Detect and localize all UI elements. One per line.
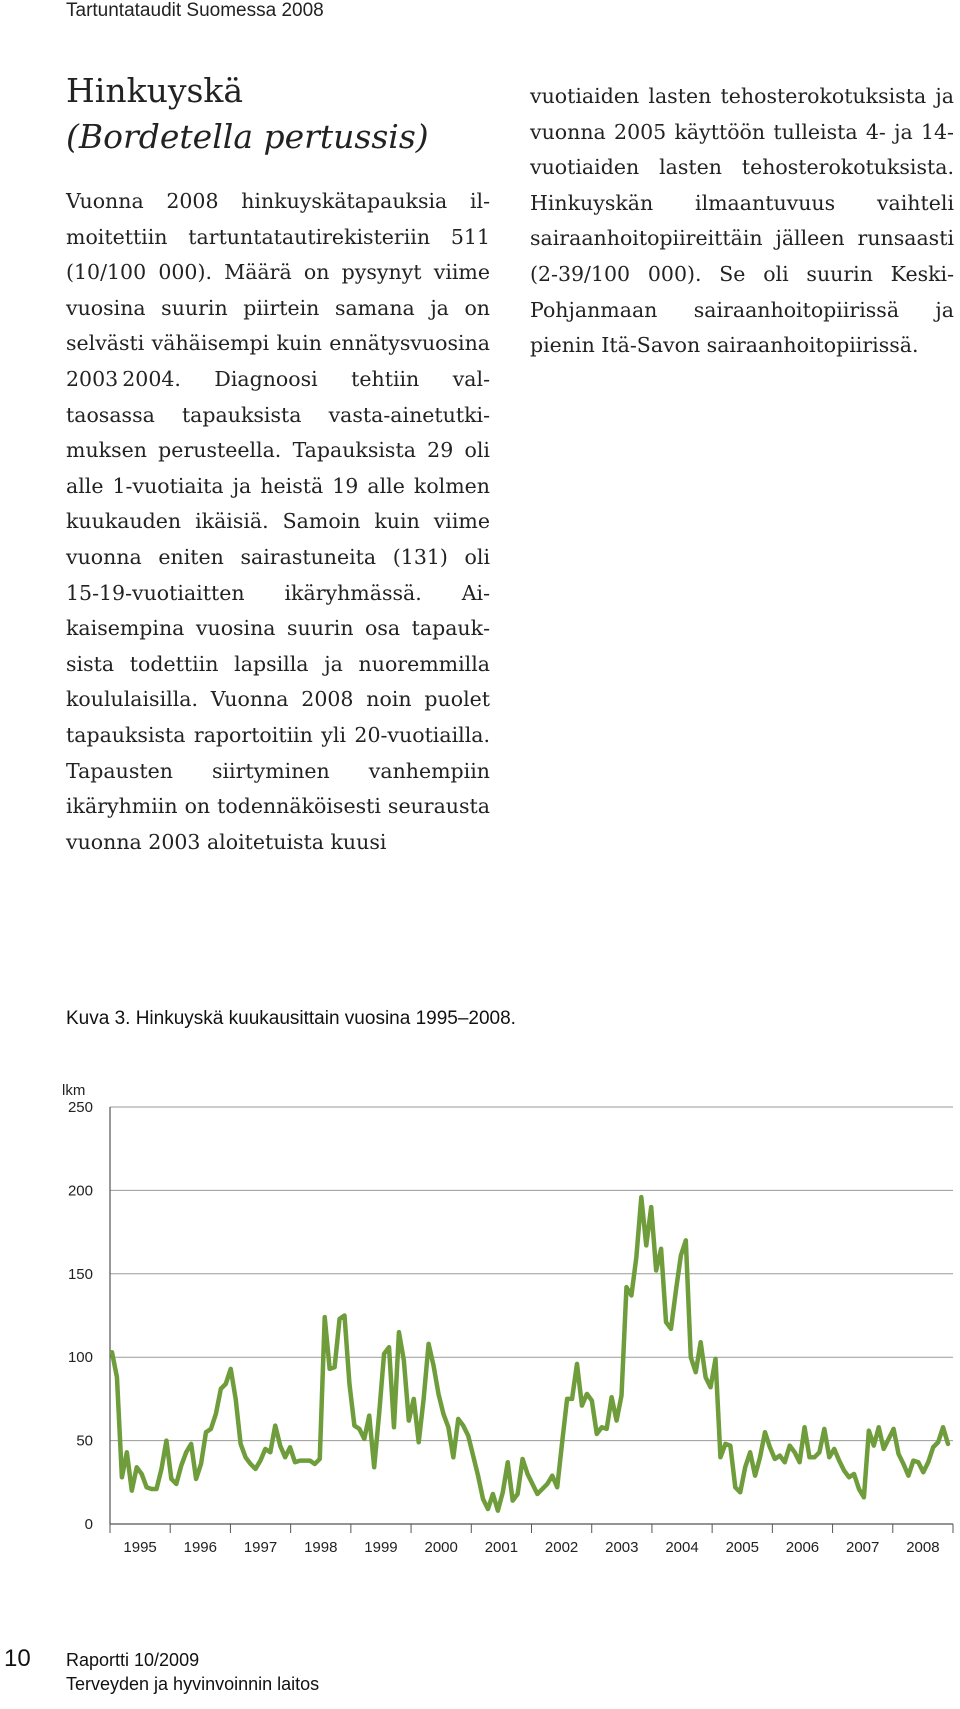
- body-text-right-column: vuotiaiden lasten tehosterokotuksista ja vuonna 2005 käyttöön tulleista 4- ja 14-vuotiaiden lasten tehosterokotuksista. Hinkuyskän ilmaantuvuus vaihteli sairaanhoitopiireittäin jälleen runsaasti (2‑39/100 000). Se oli suurin Keski-Pohjanmaan sairaanhoitopiirissä ja pienin Itä-Savon sairaanhoitopiirissä.: [530, 84, 954, 358]
- x-tick-label: 2004: [665, 1539, 699, 1556]
- page-number: 10: [4, 1645, 31, 1672]
- x-tick-label: 1999: [364, 1539, 398, 1556]
- y-tick-label: 200: [67, 1182, 93, 1200]
- y-tick-label: 150: [67, 1265, 93, 1283]
- x-tick-label: 2008: [906, 1539, 940, 1556]
- title-main: Hinkuyskä: [66, 71, 244, 110]
- y-axis-unit-label: lkm: [62, 1082, 86, 1099]
- series-line-monthly-cases: [112, 1197, 948, 1511]
- y-tick-label: 250: [67, 1099, 93, 1116]
- title-latin-name: (Bordetella pertussis): [66, 117, 429, 156]
- footer-institute: Terveyden ja hyvinvoinnin laitos: [66, 1674, 320, 1694]
- x-tick-label: 1998: [304, 1539, 338, 1556]
- article-title: [66, 68, 429, 160]
- x-tick-label: 1996: [183, 1539, 218, 1556]
- footer-publisher: [66, 1648, 319, 1696]
- x-tick-label: 2006: [785, 1539, 820, 1556]
- monthly-cases-line-chart: [0, 1068, 960, 1578]
- x-tick-label: 2001: [484, 1539, 519, 1556]
- x-tick-label: 1995: [123, 1539, 157, 1556]
- x-tick-label: 2000: [424, 1539, 458, 1556]
- y-tick-label: 50: [76, 1432, 93, 1450]
- body-text-left-column: Vuonna 2008 hinkuyskätapauksia ilmoitettiin tartuntatautirekisteriin 511 (10/100 000). Määrä on pysynyt viime vuosina suurin piirtein samana ja on selvästi vähäisempi kuin ennätysvuosina 2003 2004. Diagnoosi tehtiin valtaosassa tapauksista vasta-ainetutkimuksen perusteella. Tapauksista 29 oli alle 1-vuotiaita ja heistä 19 alle kolmen kuukauden ikäisiä. Samoin kuin viime vuonna eniten sairastuneita (131) oli 15‑19-vuotiaitten ikäryhmässä. Aikaisempina vuosina suurin osa tapauksista todettiin lapsilla ja nuoremmilla koululaisilla. Vuonna 2008 noin puolet tapauksista raportoitiin yli 20-vuotiailla. Tapausten siirtyminen vanhempiin ikäryhmiin on todennäköisesti seurausta vuonna 2003 aloitetuista kuusi: [66, 189, 490, 854]
- figure-caption: Kuva 3. Hinkuyskä kuukausittain vuosina 1995–2008.: [66, 1008, 516, 1029]
- x-tick-label: 2005: [725, 1539, 759, 1556]
- x-tick-label: 1997: [243, 1539, 278, 1556]
- running-head: Tartuntataudit Suomessa 2008: [66, 0, 324, 21]
- y-tick-label: 100: [67, 1349, 93, 1367]
- footer-report: Raportti 10/2009: [66, 1650, 200, 1670]
- x-tick-label: 2007: [845, 1539, 880, 1556]
- y-tick-label: 0: [84, 1516, 93, 1533]
- x-tick-label: 2002: [544, 1539, 579, 1556]
- x-tick-label: 2003: [605, 1539, 639, 1556]
